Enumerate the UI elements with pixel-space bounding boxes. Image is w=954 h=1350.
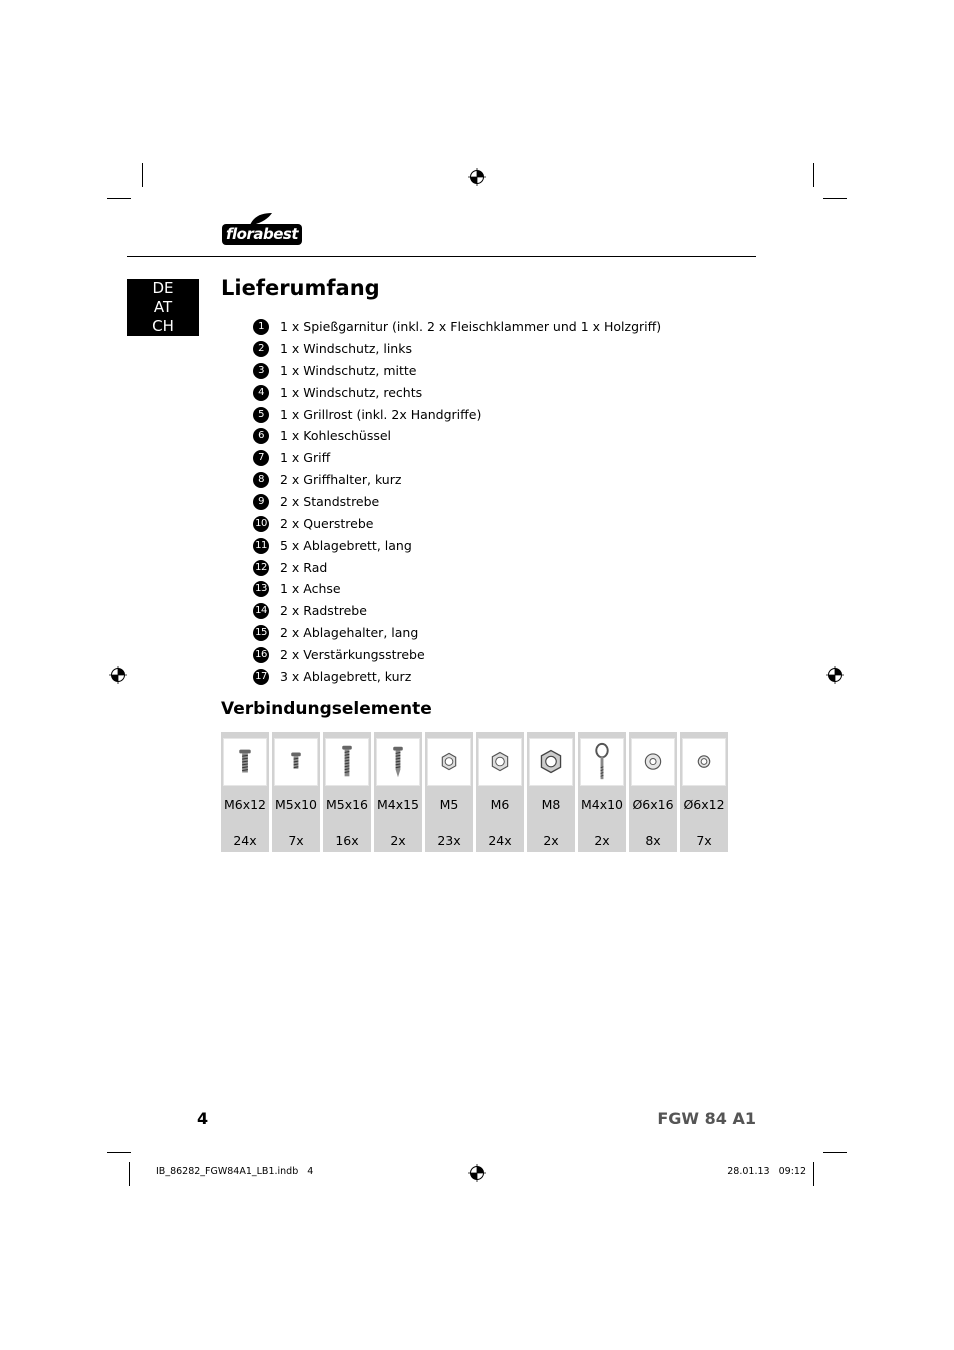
washer-icon	[632, 739, 674, 785]
screw-icon	[224, 739, 266, 785]
screw-icon	[275, 739, 317, 785]
language-box	[127, 279, 199, 336]
part-label: Ø6x12	[683, 797, 725, 812]
part-count: 24x	[233, 833, 257, 848]
item-text: 2 x Rad	[280, 560, 328, 575]
item-text: 1 x Spießgarnitur (inkl. 2 x Fleischklammer und 1 x Holzgriff)	[280, 319, 662, 334]
crop-mark	[142, 163, 143, 187]
item-number-badge: 2	[253, 341, 269, 357]
item-number-badge: 5	[253, 407, 269, 423]
page-title: Lieferumfang	[221, 276, 380, 300]
item-text: 1 x Achse	[280, 581, 341, 596]
header-rule	[127, 256, 756, 257]
crop-mark	[107, 198, 131, 199]
screw-icon	[326, 739, 368, 785]
part-count: 16x	[335, 833, 359, 848]
item-number-badge: 14	[253, 603, 269, 619]
part-label: M5	[439, 797, 459, 812]
part-label: M4x10	[580, 797, 624, 812]
nut-icon	[479, 739, 521, 785]
part-cell	[680, 732, 728, 852]
part-cell	[374, 732, 422, 852]
item-number-badge: 11	[253, 538, 269, 554]
item-number-badge: 7	[253, 450, 269, 466]
item-text: 3 x Ablagebrett, kurz	[280, 669, 412, 684]
item-text: 2 x Griffhalter, kurz	[280, 472, 402, 487]
item-text: 2 x Ablagehalter, lang	[280, 625, 419, 640]
part-count: 2x	[594, 833, 610, 848]
part-count: 24x	[488, 833, 512, 848]
part-count: 8x	[645, 833, 661, 848]
lang-at: AT	[153, 298, 173, 316]
part-cell	[578, 732, 626, 852]
item-text: 1 x Windschutz, rechts	[280, 385, 423, 400]
item-number-badge: 17	[253, 669, 269, 685]
crop-mark	[129, 1162, 130, 1186]
part-label: M8	[541, 797, 561, 812]
part-cell	[629, 732, 677, 852]
wood-screw-icon	[377, 739, 419, 785]
registration-mark-icon	[826, 666, 844, 684]
washer-icon	[683, 739, 725, 785]
item-number-badge: 13	[253, 581, 269, 597]
crop-mark	[823, 1152, 847, 1153]
item-number-badge: 1	[253, 319, 269, 335]
brand-logo	[218, 212, 304, 248]
part-count: 7x	[288, 833, 304, 848]
part-count: 2x	[390, 833, 406, 848]
registration-mark-icon	[468, 168, 486, 186]
item-text: 1 x Kohleschüssel	[280, 428, 392, 443]
print-date: 28.01.13 09:12	[727, 1166, 806, 1177]
part-label: Ø6x16	[632, 797, 674, 812]
item-text: 5 x Ablagebrett, lang	[280, 538, 412, 553]
part-cell	[323, 732, 371, 852]
part-count: 7x	[696, 833, 712, 848]
item-number-badge: 6	[253, 428, 269, 444]
lang-de: DE	[152, 279, 174, 297]
item-text: 1 x Windschutz, mitte	[280, 363, 417, 378]
item-number-badge: 8	[253, 472, 269, 488]
registration-mark-icon	[109, 666, 127, 684]
item-text: 1 x Grillrost (inkl. 2x Handgriffe)	[280, 407, 482, 422]
part-cell	[476, 732, 524, 852]
crop-mark	[813, 163, 814, 187]
section-heading: Verbindungselemente	[221, 699, 432, 719]
item-text: 2 x Verstärkungsstrebe	[280, 647, 425, 662]
part-label: M6x12	[223, 797, 267, 812]
item-number-badge: 12	[253, 560, 269, 576]
item-number-badge: 3	[253, 363, 269, 379]
part-label: M5x10	[274, 797, 318, 812]
registration-mark-icon	[468, 1164, 486, 1182]
item-number-badge: 9	[253, 494, 269, 510]
crop-mark	[813, 1162, 814, 1186]
part-cell	[527, 732, 575, 852]
eye-bolt-icon	[581, 739, 623, 785]
file-info: IB_86282_FGW84A1_LB1.indb 4	[156, 1166, 314, 1177]
logo-wordmark: florabest	[222, 224, 302, 245]
item-number-badge: 15	[253, 625, 269, 641]
item-text: 2 x Standstrebe	[280, 494, 380, 509]
item-text: 2 x Radstrebe	[280, 603, 367, 618]
page-number: 4	[197, 1109, 209, 1128]
lang-ch: CH	[152, 317, 174, 335]
fasteners-table	[221, 732, 733, 852]
part-count: 2x	[543, 833, 559, 848]
part-count: 23x	[437, 833, 461, 848]
part-label: M5x16	[325, 797, 369, 812]
item-number-badge: 16	[253, 647, 269, 663]
part-cell	[272, 732, 320, 852]
model-number: FGW 84 A1	[657, 1109, 756, 1128]
item-text: 1 x Griff	[280, 450, 331, 465]
nut-icon	[428, 739, 470, 785]
item-number-badge: 10	[253, 516, 269, 532]
part-label: M6	[490, 797, 510, 812]
nut-icon	[530, 739, 572, 785]
part-cell	[425, 732, 473, 852]
item-number-badge: 4	[253, 385, 269, 401]
part-label: M4x15	[376, 797, 420, 812]
part-cell	[221, 732, 269, 852]
crop-mark	[107, 1152, 131, 1153]
item-text: 1 x Windschutz, links	[280, 341, 412, 356]
item-text: 2 x Querstrebe	[280, 516, 374, 531]
crop-mark	[823, 198, 847, 199]
